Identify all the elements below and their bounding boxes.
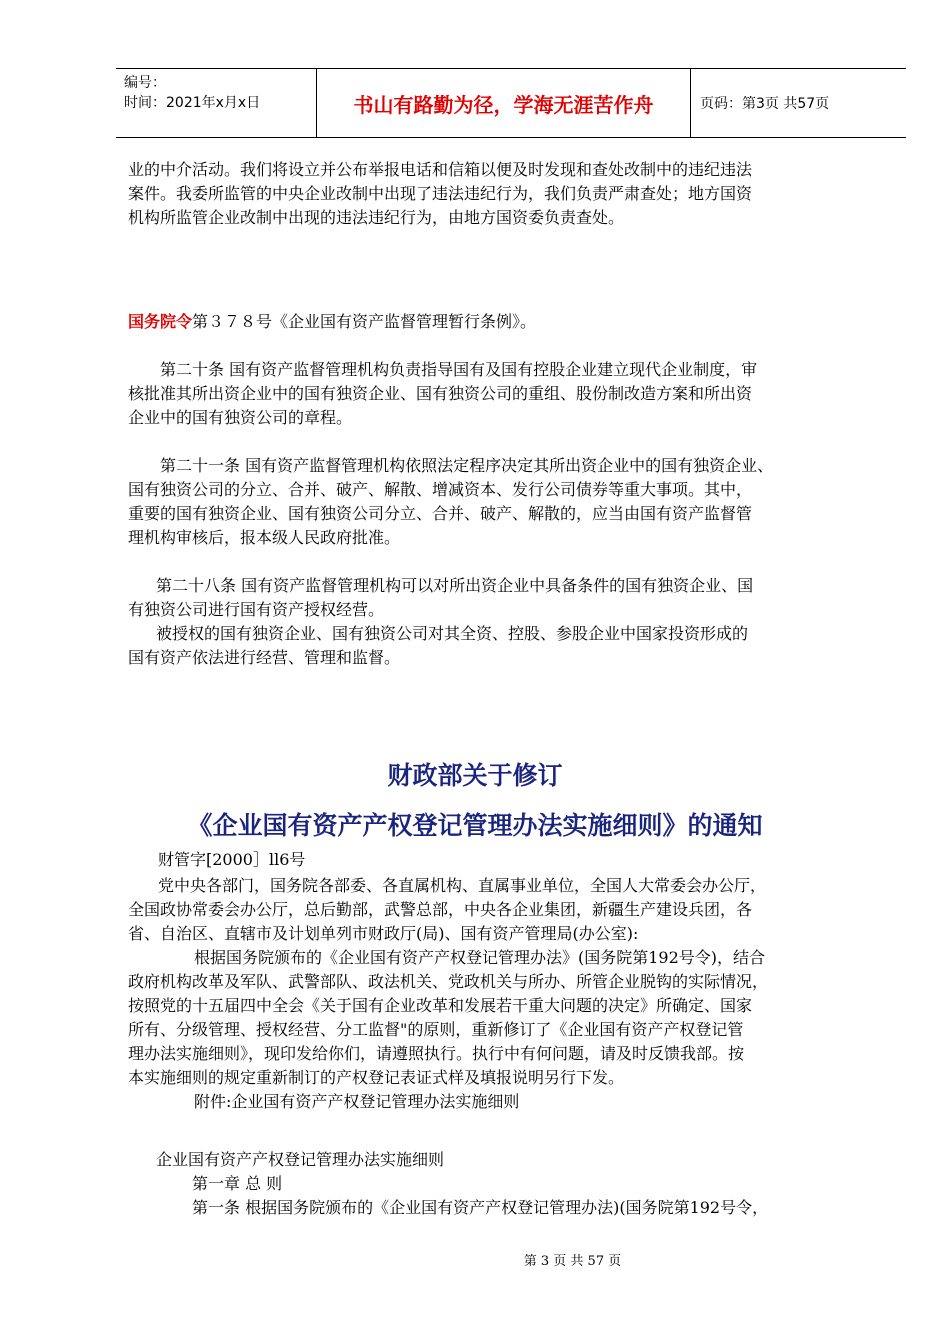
chapter-heading: 第一章 总 则 xyxy=(192,1174,283,1193)
text-line: 第二十一条 国有资产监督管理机构依照法定程序决定其所出资企业中的国有独资企业、 xyxy=(160,456,774,475)
attachment-title: 企业国有资产产权登记管理办法实施细则 xyxy=(156,1150,445,1169)
header-number: 编号： xyxy=(124,75,166,91)
text-line: 案件。我委所监管的中央企业改制中出现了违法违纪行为，我们负责严肃查处；地方国资 xyxy=(128,184,753,203)
text-line: 根据国务院颁布的《企业国有资产产权登记管理办法》(国务院第192号令)，结合 xyxy=(194,948,766,967)
notice-body xyxy=(128,874,888,1114)
article-20 xyxy=(128,358,888,430)
text-line: 理办法实施细则》，现印发给你们，请遵照执行。执行中有何问题，请及时反馈我部。按 xyxy=(128,1044,745,1063)
attachment-line: 附件:企业国有资产产权登记管理办法实施细则 xyxy=(194,1092,520,1111)
text-line: 本实施细则的规定重新制订的产权登记表证式样及填报说明另行下发。 xyxy=(128,1068,625,1087)
document-number: 财管字[2000］ll6号 xyxy=(158,850,306,869)
text-line: 政府机构改革及军队、武警部队、政法机关、党政机关与所办、所管企业脱钩的实际情况， xyxy=(128,972,769,991)
text-line: 重要的国有独资企业、国有独资公司分立、合并、破产、解散的，应当由国有资产监督管 xyxy=(128,504,753,523)
text-line: 机构所监管企业改制中出现的违法违纪行为，由地方国资委负责查处。 xyxy=(128,208,625,227)
text-line: 按照党的十五届四中全会《关于国有企业改革和发展若干重大问题的决定》所确定、国家 xyxy=(128,996,753,1015)
text-line: 国有资产依法进行经营、管理和监督。 xyxy=(128,648,401,667)
text-line: 党中央各部门，国务院各部委、各直属机构、直属事业单位，全国人大常委会办公厅， xyxy=(158,876,767,895)
header-time: 时间：2021年x月x日 xyxy=(124,95,261,111)
paragraph-continuation xyxy=(128,158,888,230)
header-page-number: 页码：第3页 共57页 xyxy=(700,96,830,112)
page-header xyxy=(116,68,906,138)
page-footer: 第 3 页 共 57 页 xyxy=(523,1254,622,1269)
article-28 xyxy=(128,574,888,670)
text-line: 第二十条 国有资产监督管理机构负责指导国有及国有控股企业建立现代企业制度，审 xyxy=(160,360,758,379)
article-1: 第一条 根据国务院颁布的《企业国有资产产权登记管理办法)(国务院第192号令， xyxy=(192,1198,769,1217)
text-line: 业的中介活动。我们将设立并公布举报电话和信箱以便及时发现和查处改制中的违纪违法 xyxy=(128,160,753,179)
text-line: 核批准其所出资企业中的国有独资企业、国有独资公司的重组、股份制改造方案和所出资 xyxy=(128,384,753,403)
text-line: 所有、分级管理、授权经营、分工监督"的原则，重新修订了《企业国有资产产权登记管 xyxy=(128,1020,744,1039)
header-motto: 书山有路勤为径，学海无涯苦作舟 xyxy=(353,92,654,117)
text-line: 企业中的国有独资公司的章程。 xyxy=(128,408,353,427)
text-line: 全国政协常委会办公厅，总后勤部，武警总部，中央各企业集团，新疆生产建设兵团，各 xyxy=(128,900,753,919)
text-line: 国有独资公司的分立、合并、破产、解散、增减资本、发行公司债券等重大事项。其中， xyxy=(128,480,753,499)
text-line: 省、自治区、直辖市及计划单列市财政厅(局)、国有资产管理局(办公室): xyxy=(128,924,639,943)
text-line: 第二十八条 国有资产监督管理机构可以对所出资企业中具备条件的国有独资企业、国 xyxy=(156,576,754,595)
text-line: 有独资公司进行国有资产授权经营。 xyxy=(128,600,385,619)
article-21 xyxy=(128,454,888,550)
decree-text: 第３７８号《企业国有资产监督管理暂行条例》。 xyxy=(192,312,537,331)
header-divider xyxy=(690,69,691,137)
notice-title-line2: 《企业国有资产产权登记管理办法实施细则》的通知 xyxy=(187,811,763,840)
decree-red-label: 国务院令 xyxy=(128,312,193,331)
text-line: 被授权的国有独资企业、国有独资公司对其全资、控股、参股企业中国家投资形成的 xyxy=(156,624,749,643)
text-line: 理机构审核后，报本级人民政府批准。 xyxy=(128,528,401,547)
decree-line xyxy=(128,310,888,334)
notice-title-line1: 财政部关于修订 xyxy=(387,761,563,790)
header-meta xyxy=(124,73,314,113)
